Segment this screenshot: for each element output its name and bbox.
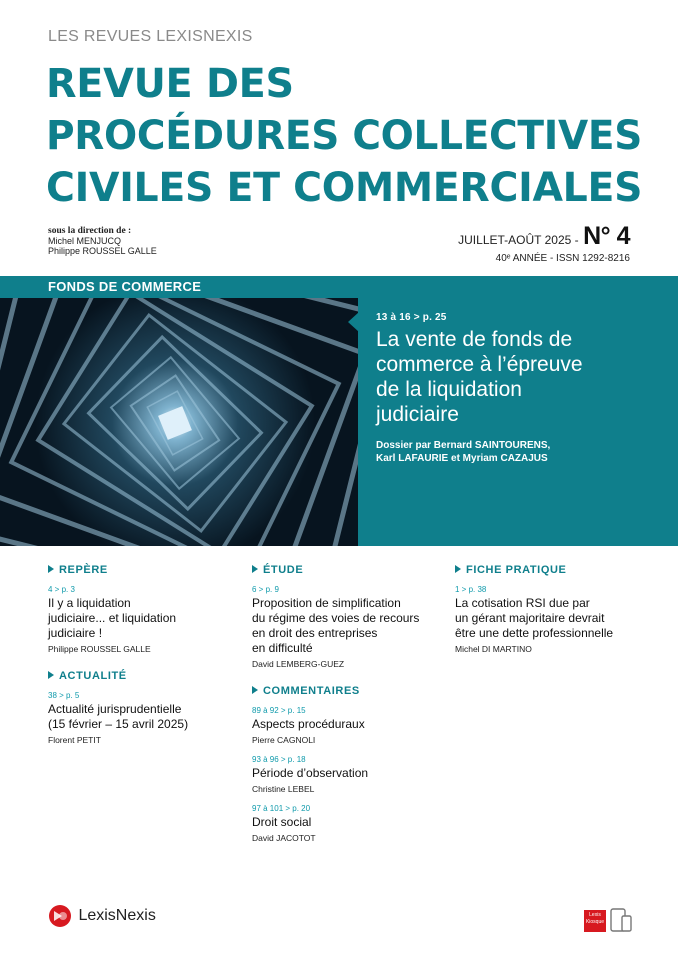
direction-label: sous la direction de :	[48, 226, 132, 236]
feature-section-label: FONDS DE COMMERCE	[0, 276, 360, 298]
item-title: La cotisation RSI due par un gérant majoritaire devrait être une dette professionnelle	[455, 596, 614, 640]
item-title: Aspects procéduraux	[252, 717, 365, 731]
toc-item[interactable]	[455, 585, 655, 654]
toc-item[interactable]	[48, 691, 238, 745]
section-heading: ACTUALITÉ	[48, 670, 238, 682]
feature-notch	[348, 312, 359, 332]
item-author: Michel DI MARTINO	[455, 644, 532, 654]
column-middle	[252, 564, 442, 853]
issue-date: JUILLET-AOÛT 2025 -	[458, 233, 579, 247]
section-heading: COMMENTAIRES	[252, 685, 442, 697]
feature-headline	[376, 327, 656, 427]
section-heading: FICHE PRATIQUE	[455, 564, 655, 576]
triangle-icon	[455, 565, 461, 573]
item-title: Droit social	[252, 815, 312, 829]
item-author: Florent PETIT	[48, 735, 101, 745]
toc-item[interactable]	[48, 585, 238, 654]
section-heading: REPÈRE	[48, 564, 238, 576]
publisher-name: LexisNexis	[78, 907, 156, 924]
title-line: CIVILES ET COMMERCIALES	[46, 165, 643, 211]
item-author: Christine LEBEL	[252, 784, 315, 794]
item-author: David JACOTOT	[252, 833, 316, 843]
triangle-icon	[252, 565, 258, 573]
lexisnexis-logo	[48, 904, 156, 928]
toc-item[interactable]	[252, 585, 442, 669]
tunnel-image	[0, 298, 358, 546]
item-ref: 6 > p. 9	[252, 585, 279, 594]
series-name: LES REVUES LEXISNEXIS	[48, 28, 253, 45]
item-ref: 4 > p. 3	[48, 585, 75, 594]
feature-authors	[376, 439, 656, 465]
authors-line: Dossier par Bernard SAINTOURENS,	[376, 440, 551, 451]
item-author: David LEMBERG-GUEZ	[252, 659, 345, 669]
headline-line: commerce à l’épreuve	[376, 353, 583, 376]
item-author: Pierre CAGNOLI	[252, 735, 316, 745]
column-left	[48, 564, 238, 755]
item-ref: 97 à 101 > p. 20	[252, 804, 311, 813]
item-ref: 1 > p. 38	[455, 585, 487, 594]
issue-info	[458, 222, 630, 264]
item-ref: 38 > p. 5	[48, 691, 80, 700]
journal-title	[46, 58, 646, 214]
device-icon	[610, 908, 632, 934]
triangle-icon	[48, 671, 54, 679]
item-ref: 89 à 92 > p. 15	[252, 706, 306, 715]
section-heading: ÉTUDE	[252, 564, 442, 576]
item-author: Philippe ROUSSEL GALLE	[48, 644, 151, 654]
director-name: Philippe ROUSSEL GALLE	[48, 246, 157, 256]
headline-line: de la liquidation	[376, 378, 522, 401]
toc-item[interactable]	[252, 804, 442, 843]
director-name: Michel MENJUCQ	[48, 236, 122, 246]
issue-number: N° 4	[583, 222, 630, 250]
item-title: Proposition de simplification du régime des voies de recours en droit des entreprises en difficulté	[252, 596, 420, 655]
triangle-icon	[48, 565, 54, 573]
item-title: Actualité jurisprudentielle (15 février – 15 avril 2025)	[48, 702, 189, 731]
feature-article[interactable]	[376, 312, 656, 465]
kiosque-badge: Lexis Kiosque	[584, 910, 606, 932]
triangle-icon	[252, 686, 258, 694]
headline-line: judiciaire	[376, 403, 459, 426]
column-right	[455, 564, 655, 664]
feature-ref: 13 à 16 > p. 25	[376, 312, 447, 323]
item-title: Il y a liquidation judiciaire... et liquidation judiciaire !	[48, 596, 177, 640]
direction-block	[48, 226, 157, 256]
cover-photo	[0, 298, 358, 546]
lexisnexis-mark-icon	[48, 904, 72, 928]
toc-item[interactable]	[252, 755, 442, 794]
toc-item[interactable]	[252, 706, 442, 745]
authors-line: Karl LAFAURIE et Myriam CAZAJUS	[376, 453, 548, 464]
headline-line: La vente de fonds de	[376, 328, 573, 351]
year-issn: 40ᵉ ANNÉE - ISSN 1292-8216	[495, 253, 630, 264]
title-line: REVUE DES	[46, 61, 294, 107]
title-line: PROCÉDURES COLLECTIVES	[46, 113, 643, 159]
item-ref: 93 à 96 > p. 18	[252, 755, 306, 764]
item-title: Période d’observation	[252, 766, 369, 780]
